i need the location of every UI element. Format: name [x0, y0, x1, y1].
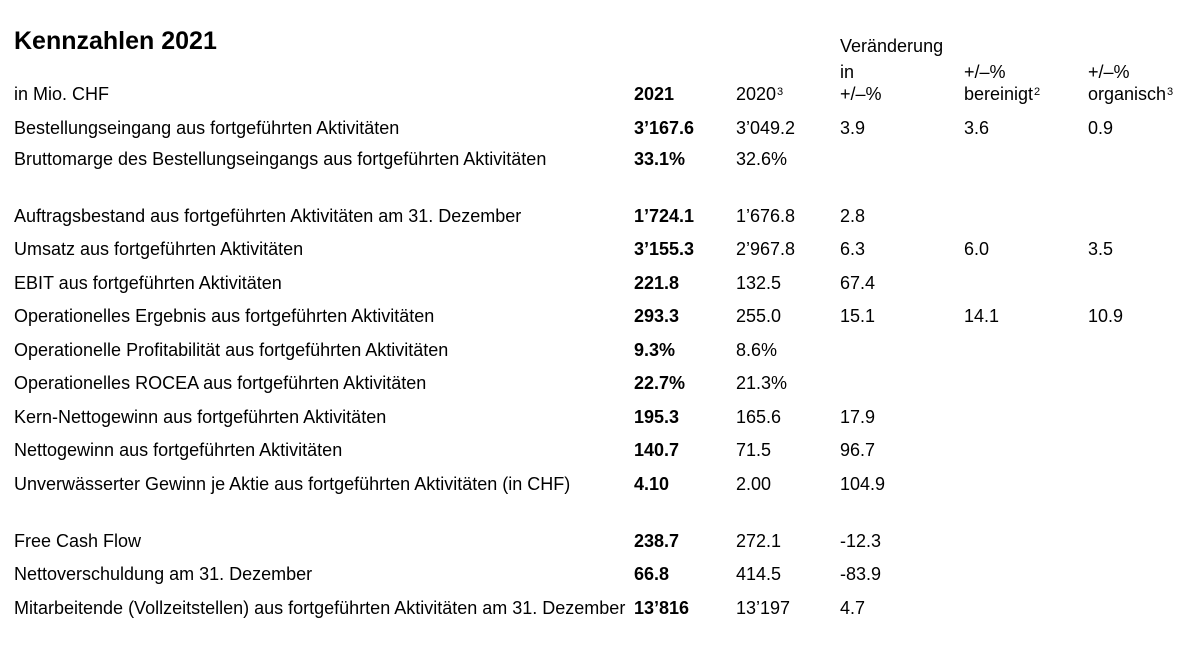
value-change: -83.9 — [840, 564, 882, 584]
value-change-organic — [1088, 469, 1188, 472]
col-header-adjusted-l1: +/–% — [964, 62, 1006, 82]
row-label-cell — [14, 234, 634, 268]
value-change-adjusted-cell — [964, 301, 1088, 335]
value-change-organic-cell — [1088, 593, 1188, 650]
value-2021-cell — [634, 268, 736, 302]
value-change: 67.4 — [840, 272, 876, 293]
row-label-cell — [14, 268, 634, 302]
value-2021: 4.10 — [634, 473, 670, 494]
value-2020: 2.00 — [736, 473, 772, 494]
value-change-cell — [840, 110, 964, 144]
value-change-adjusted — [964, 435, 1088, 438]
value-change-adjusted — [964, 593, 1088, 596]
col-header-change-l1: in — [840, 62, 855, 82]
value-change-organic — [1088, 526, 1188, 529]
value-change-cell — [840, 234, 964, 268]
row-label: Operationelles Ergebnis aus fortgeführten Aktivitäten — [14, 306, 435, 326]
value-change-adjusted-cell — [964, 368, 1088, 402]
row-label: Auftragsbestand aus fortgeführten Aktivitäten am 31. Dezember — [14, 205, 522, 226]
value-2020-cell — [736, 593, 840, 650]
row-label-cell — [14, 402, 634, 436]
value-2020: 13’197 — [736, 597, 791, 618]
row-label: Operationelles ROCEA aus fortgeführten Aktivitäten — [14, 373, 427, 393]
value-2021-cell — [634, 435, 736, 469]
value-2021-cell — [634, 526, 736, 560]
row-label-cell — [14, 526, 634, 560]
footnote-marker: 3 — [1167, 86, 1174, 98]
unit-label: in Mio. CHF — [14, 84, 110, 104]
value-2020: 132.5 — [736, 272, 782, 293]
value-2021: 195.3 — [634, 406, 680, 427]
value-change: 4.7 — [840, 597, 866, 618]
col-header-organic-l2: organisch$^3$ — [1088, 84, 1174, 104]
value-change: 6.3 — [840, 239, 866, 259]
value-change-cell — [840, 368, 964, 402]
value-change: 96.7 — [840, 440, 876, 460]
value-2020-cell — [736, 368, 840, 402]
value-2021: 293.3 — [634, 306, 680, 326]
value-2021-cell — [634, 402, 736, 436]
value-2021-cell — [634, 201, 736, 235]
value-2020-cell — [736, 201, 840, 235]
row-label: Mitarbeitende (Vollzeitstellen) aus fortgeführten Aktivitäten am 31. Dezember — [14, 597, 626, 618]
value-2021-cell — [634, 234, 736, 268]
col-header-2021: 2021 — [634, 84, 675, 104]
row-label: Operationelle Profitabilität aus fortgeführten Aktivitäten — [14, 339, 449, 360]
value-2020-cell — [736, 559, 840, 593]
value-change-organic-cell — [1088, 234, 1188, 268]
value-change-adjusted-cell — [964, 469, 1088, 526]
value-change — [840, 144, 964, 147]
row-label: EBIT aus fortgeführten Aktivitäten — [14, 272, 282, 293]
value-change: 17.9 — [840, 406, 876, 427]
row-label: Nettoverschuldung am 31. Dezember — [14, 564, 313, 584]
value-change-organic-cell — [1088, 526, 1188, 560]
value-change-adjusted: 14.1 — [964, 306, 1000, 326]
value-2021: 33.1% — [634, 148, 686, 169]
value-2020: 1’676.8 — [736, 205, 796, 226]
value-change-organic — [1088, 402, 1188, 405]
value-2021-cell — [634, 593, 736, 650]
table-row — [14, 526, 1188, 560]
row-label-cell — [14, 201, 634, 235]
row-label: Bestellungseingang aus fortgeführten Aktivitäten — [14, 118, 400, 138]
value-change-adjusted — [964, 402, 1088, 405]
value-change-adjusted-cell — [964, 110, 1088, 144]
value-change-organic — [1088, 144, 1188, 147]
value-change-adjusted — [964, 335, 1088, 338]
value-2021: 3’167.6 — [634, 118, 695, 138]
value-2021: 3’155.3 — [634, 239, 695, 259]
value-change-organic — [1088, 593, 1188, 596]
value-change-organic: 0.9 — [1088, 118, 1114, 138]
value-2020: 255.0 — [736, 306, 782, 326]
value-change-organic-cell — [1088, 469, 1188, 526]
value-2021: 9.3% — [634, 339, 676, 360]
value-2021-cell — [634, 110, 736, 144]
value-2020: 2’967.8 — [736, 239, 796, 259]
row-label: Bruttomarge des Bestellungseingangs aus fortgeführten Aktivitäten — [14, 148, 547, 169]
value-2020: 272.1 — [736, 530, 782, 551]
value-change-organic: 3.5 — [1088, 239, 1114, 259]
value-change: 3.9 — [840, 118, 866, 138]
value-change-organic — [1088, 335, 1188, 338]
value-2021-cell — [634, 559, 736, 593]
value-change-organic-cell — [1088, 402, 1188, 436]
value-2021: 221.8 — [634, 272, 680, 293]
value-2021: 238.7 — [634, 530, 680, 551]
table-row — [14, 201, 1188, 235]
table-row — [14, 402, 1188, 436]
value-change-organic-cell — [1088, 201, 1188, 235]
value-2021-cell — [634, 301, 736, 335]
value-change-cell — [840, 201, 964, 235]
page-title: Kennzahlen 2021 — [14, 27, 217, 55]
value-2021: 13’816 — [634, 597, 690, 618]
value-change: 2.8 — [840, 205, 866, 226]
footnote-marker: 2 — [1034, 86, 1041, 98]
value-change — [840, 368, 964, 371]
value-change: -12.3 — [840, 530, 882, 551]
table-row — [14, 335, 1188, 369]
value-change-adjusted-cell — [964, 201, 1088, 235]
value-change-adjusted-cell — [964, 402, 1088, 436]
value-change-cell — [840, 335, 964, 369]
table-row — [14, 110, 1188, 144]
table-row — [14, 593, 1188, 650]
value-change-organic-cell — [1088, 144, 1188, 201]
table-row — [14, 559, 1188, 593]
value-change-adjusted — [964, 201, 1088, 204]
key-figures-table — [14, 110, 1188, 650]
value-change-organic — [1088, 201, 1188, 204]
value-change-adjusted: 3.6 — [964, 118, 990, 138]
value-change-cell — [840, 526, 964, 560]
value-2020: 21.3% — [736, 373, 788, 393]
value-2021: 22.7% — [634, 373, 686, 393]
row-label-cell — [14, 469, 634, 526]
value-change-organic-cell — [1088, 559, 1188, 593]
value-2020: 71.5 — [736, 440, 772, 460]
value-change-cell — [840, 144, 964, 201]
value-2020: 32.6% — [736, 148, 788, 169]
row-label-cell — [14, 335, 634, 369]
value-2020: 165.6 — [736, 406, 782, 427]
value-2021-cell — [634, 335, 736, 369]
value-change-adjusted-cell — [964, 144, 1088, 201]
value-change-adjusted-cell — [964, 234, 1088, 268]
value-change-adjusted-cell — [964, 559, 1088, 593]
table-row — [14, 368, 1188, 402]
row-label: Free Cash Flow — [14, 530, 142, 551]
footnote-marker: 3 — [777, 86, 784, 98]
value-change: 15.1 — [840, 306, 876, 326]
value-change-organic-cell — [1088, 301, 1188, 335]
value-change-adjusted-cell — [964, 335, 1088, 369]
value-change-adjusted-cell — [964, 435, 1088, 469]
row-label: Umsatz aus fortgeführten Aktivitäten — [14, 239, 304, 259]
table-row — [14, 469, 1188, 526]
value-2020-cell — [736, 301, 840, 335]
value-2020: 414.5 — [736, 564, 782, 584]
value-change-organic — [1088, 268, 1188, 271]
row-label-cell — [14, 593, 634, 650]
value-change-adjusted — [964, 268, 1088, 271]
value-change-cell — [840, 593, 964, 650]
value-change-adjusted — [964, 144, 1088, 147]
value-change: 104.9 — [840, 473, 886, 494]
value-2021: 1’724.1 — [634, 205, 695, 226]
table-row — [14, 268, 1188, 302]
row-label-cell — [14, 559, 634, 593]
table-row — [14, 435, 1188, 469]
value-change-organic — [1088, 368, 1188, 371]
row-label: Nettogewinn aus fortgeführten Aktivitäten — [14, 440, 343, 460]
value-2021: 140.7 — [634, 440, 680, 460]
value-2020-cell — [736, 234, 840, 268]
value-2020-cell — [736, 335, 840, 369]
row-label: Unverwässerter Gewinn je Aktie aus fortgeführten Aktivitäten (in CHF) — [14, 473, 571, 494]
table-row — [14, 144, 1188, 201]
col-header-adjusted-l2: bereinigt$^2$ — [964, 84, 1041, 104]
value-2020-cell — [736, 469, 840, 526]
value-2021-cell — [634, 368, 736, 402]
value-change-organic — [1088, 435, 1188, 438]
value-change-cell — [840, 301, 964, 335]
value-2020-cell — [736, 526, 840, 560]
value-change-organic-cell — [1088, 110, 1188, 144]
value-2020: 3’049.2 — [736, 118, 796, 138]
value-2020-cell — [736, 402, 840, 436]
value-change-organic — [1088, 559, 1188, 562]
value-change-cell — [840, 469, 964, 526]
row-label-cell — [14, 110, 634, 144]
value-change-cell — [840, 268, 964, 302]
value-2021-cell — [634, 469, 736, 526]
value-change-cell — [840, 435, 964, 469]
value-change-cell — [840, 402, 964, 436]
table-row — [14, 301, 1188, 335]
value-2021-cell — [634, 144, 736, 201]
value-change-adjusted: 6.0 — [964, 239, 990, 259]
table-row — [14, 234, 1188, 268]
col-group-header-change: Veränderung — [840, 36, 944, 56]
row-label-cell — [14, 368, 634, 402]
value-change-adjusted — [964, 526, 1088, 529]
value-change-adjusted — [964, 368, 1088, 371]
value-change-organic: 10.9 — [1088, 306, 1124, 326]
value-change-adjusted-cell — [964, 526, 1088, 560]
value-2020-cell — [736, 110, 840, 144]
value-2020-cell — [736, 144, 840, 201]
value-change-adjusted — [964, 469, 1088, 472]
value-change-organic-cell — [1088, 335, 1188, 369]
value-2020: 8.6% — [736, 339, 778, 360]
value-change-organic-cell — [1088, 268, 1188, 302]
value-change-adjusted-cell — [964, 593, 1088, 650]
value-change-adjusted-cell — [964, 268, 1088, 302]
value-change-organic-cell — [1088, 368, 1188, 402]
value-change-adjusted — [964, 559, 1088, 562]
row-label-cell — [14, 301, 634, 335]
col-header-2020: 2020$^3$ — [736, 84, 784, 104]
value-2021: 66.8 — [634, 564, 670, 584]
value-2020-cell — [736, 268, 840, 302]
value-change-cell — [840, 559, 964, 593]
value-2020-cell — [736, 435, 840, 469]
row-label-cell — [14, 435, 634, 469]
value-change — [840, 335, 964, 338]
value-change-organic-cell — [1088, 435, 1188, 469]
row-label: Kern-Nettogewinn aus fortgeführten Aktivitäten — [14, 406, 387, 427]
col-header-change-l2: +/–% — [840, 84, 882, 104]
col-header-organic-l1: +/–% — [1088, 62, 1130, 82]
row-label-cell — [14, 144, 634, 201]
